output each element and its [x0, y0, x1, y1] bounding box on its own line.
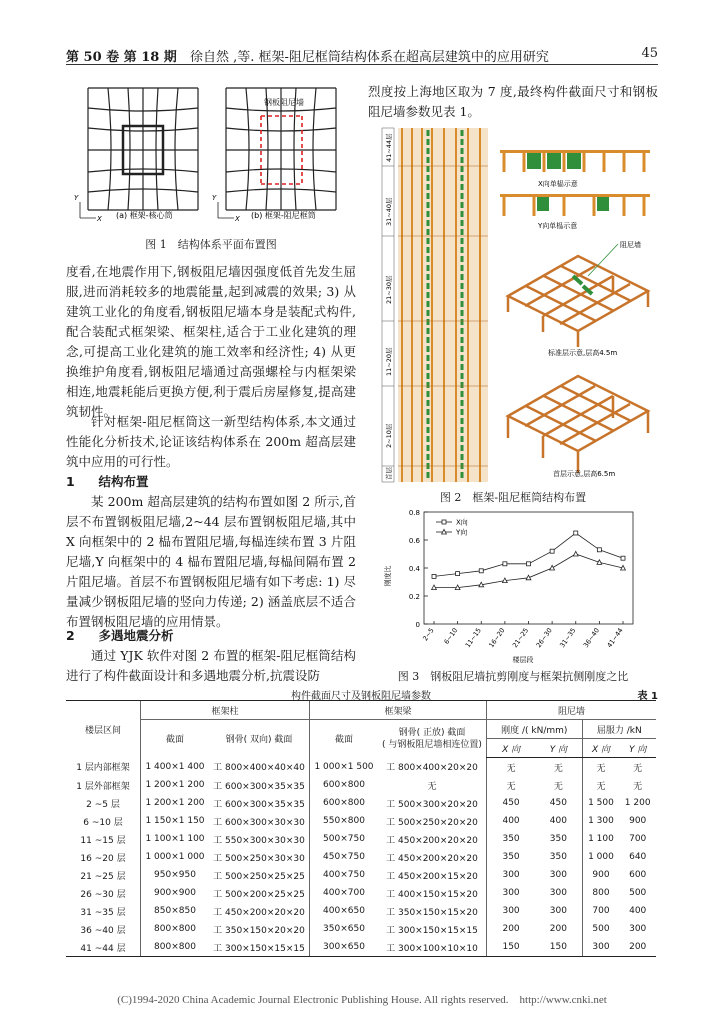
table-cell: 400×700: [310, 884, 379, 902]
table-cell: 850×850: [141, 902, 210, 920]
table-cell: 200: [619, 938, 656, 957]
table-row: [66, 938, 656, 957]
fig1-annotation: 钢板阻尼墙: [264, 98, 304, 107]
x-tick-label: 2~5: [421, 626, 436, 643]
table-cell: 400: [487, 812, 536, 830]
y-tick-label: 0: [415, 621, 420, 629]
y-tick-label: 0.8: [408, 509, 420, 517]
table-cell: 工 450×200×20×20: [386, 853, 478, 864]
axis-x-a: X: [97, 215, 102, 223]
table-cell: 600×800: [310, 794, 379, 812]
table-cell: 工 450×200×20×20: [213, 907, 305, 918]
table-cell: 1 000×1 000: [141, 848, 210, 866]
copyright-footer: (C)1994-2020 China Academic Journal Electronic Publishing House. All rights reserved. http://www.cnki.net: [117, 994, 607, 1006]
x-tick-label: 16~20: [487, 626, 507, 650]
page-number: 45: [641, 46, 658, 61]
axis-y-a: Y: [74, 194, 79, 202]
th-yield: 屈服力 /kN: [582, 720, 656, 739]
x-tick-label: 6~10: [442, 626, 460, 646]
table-cell: 无: [427, 781, 437, 792]
header-rule: [66, 64, 658, 65]
th-yield-y: Y 向: [619, 739, 656, 758]
section-2-heading: [66, 626, 356, 646]
table-cell: 500×750: [310, 830, 379, 848]
table-cell: 11 ~15 层: [80, 835, 126, 846]
x-tick-label: 26~30: [534, 626, 554, 650]
figure-1: [66, 78, 356, 248]
y-tick-label: 0.4: [408, 565, 420, 573]
table-cell: 工 500×250×30×30: [213, 853, 305, 864]
x-frame-label: X向单榀示意: [538, 180, 578, 188]
table-cell: 800: [582, 884, 619, 902]
table-cell: 200: [549, 924, 567, 934]
tower-elevation: [398, 128, 488, 482]
table-cell: 450: [487, 794, 536, 812]
axis-y-b: Y: [212, 194, 217, 202]
first-floor-label: 首层示意,层高6.5m: [553, 470, 616, 478]
table-cell: 工 400×150×15×20: [386, 889, 478, 900]
table-row: [66, 920, 656, 938]
table-cell: 900×900: [141, 884, 210, 902]
table-cell: 1 300: [582, 812, 619, 830]
left-paragraph-1: 度看,在地震作用下,钢板阻尼墙因强度低首先发生屈服,进而消耗较多的地震能量,起到减震的效果; 3) 从建筑工业化的角度看,钢板阻尼墙本身是装配式构件,配合装配式框架梁、框架柱,适合于工业化建筑的理念,可提高工业化建筑的施工效率和经济性; 4) 从更换维护角度看,钢板阻尼墙通过高强螺栓与内框架梁相连,地震耗能后更换方便,利于震后房屋修复,提高建筑韧性。: [66, 264, 356, 419]
story-label-31-40: 31~40层: [385, 197, 393, 226]
data-point: [456, 572, 460, 576]
th-beam: 框架梁: [310, 701, 487, 720]
table-cell: 无: [553, 781, 563, 792]
section-2-number: 2: [66, 628, 75, 643]
table-cell: 300: [487, 866, 536, 884]
table-cell: 1 000×1 500: [310, 758, 379, 777]
table-cell: 1 150×1 150: [141, 812, 210, 830]
table-cell: 300×650: [310, 938, 379, 957]
series-line-0: [434, 533, 623, 576]
table-cell: 1 000: [582, 848, 619, 866]
table-cell: 1 200: [624, 798, 651, 808]
x-tick-label: 21~25: [510, 626, 531, 650]
table-cell: 工 300×150×15×15: [209, 938, 310, 957]
x-tick-label: 31~35: [558, 626, 578, 650]
table-cell: 工 450×200×15×20: [386, 871, 478, 882]
section-2-title: 多遇地震分析: [98, 628, 174, 643]
damper-wall-label: 阻尼墙: [620, 241, 641, 249]
table-cell: 400×750: [310, 866, 379, 884]
table-cell: 工 600×300×35×35: [213, 781, 305, 792]
th-beam-steel-2: ( 与钢板阻尼墙相连位置): [382, 739, 482, 750]
table-cell: 工 600×300×35×35: [213, 799, 305, 810]
data-point: [527, 562, 531, 566]
table-cell: 工 500×250×25×25: [213, 871, 305, 882]
table-cell: 300: [582, 938, 619, 957]
table-cell: 工 500×200×25×25: [213, 889, 305, 900]
th-stiff-y: Y 向: [535, 739, 582, 758]
table-row: [66, 902, 656, 920]
chart-xlabel: 楼层段: [512, 656, 534, 664]
chart-ylabel: 刚度比: [384, 565, 392, 587]
figure-2-caption: 图 2 框架-阻尼框筒结构布置: [439, 491, 587, 504]
table-cell: 31 ~35 层: [80, 907, 126, 918]
data-point: [479, 569, 483, 573]
plan-a: [88, 88, 198, 210]
table-cell: 900: [582, 866, 619, 884]
first-floor-3d: [508, 376, 648, 473]
table-1-label: 表 1: [637, 691, 658, 702]
table-cell: 1 200×1 200: [141, 776, 210, 794]
table-cell: 350: [487, 848, 536, 866]
table-cell: 350: [487, 830, 536, 848]
table-cell: 工 800×400×20×20: [386, 763, 478, 774]
legend-label: X向: [456, 518, 468, 527]
data-point: [597, 548, 601, 552]
table-cell: 工 450×200×20×20: [386, 835, 478, 846]
y-frame-label: Y向单榀示意: [538, 222, 578, 230]
table-cell: 200: [487, 920, 536, 938]
table-cell: 工 800×400×40×40: [213, 763, 305, 774]
table-row: [66, 830, 656, 848]
table-cell: 1 100: [582, 830, 619, 848]
table-row: [66, 866, 656, 884]
figure-3-chart: [378, 506, 648, 666]
th-stiff-x: X 向: [487, 739, 536, 758]
table-cell: 300: [549, 870, 567, 880]
story-axis: [382, 128, 394, 482]
table-cell: 300: [549, 906, 567, 916]
th-stiffness: 刚度 /( kN/mm): [487, 720, 583, 739]
story-label-2-10: 2~10层: [385, 423, 393, 448]
th-beam-steel: [378, 720, 487, 758]
table-row: [66, 758, 656, 777]
table-cell: 300: [549, 888, 567, 898]
x-tick-label: 41~44: [605, 626, 625, 650]
data-point: [574, 531, 578, 535]
legend-marker: [442, 520, 446, 524]
story-label-41-44: 41~44层: [385, 133, 393, 162]
table-cell: 工 550×300×30×30: [213, 835, 305, 846]
table-cell: 2 ~5 层: [86, 799, 120, 810]
data-point: [503, 562, 507, 566]
data-point: [432, 574, 436, 578]
table-row: [66, 776, 656, 794]
table-cell: 300: [629, 924, 647, 934]
th-story: 楼层区间: [66, 701, 141, 758]
th-beam-section: 截面: [310, 720, 379, 758]
data-point: [573, 551, 578, 556]
section-1-heading: [66, 472, 356, 492]
table-cell: 800×800: [141, 938, 210, 957]
table-cell: 工 300×150×15×15: [386, 925, 478, 936]
table-cell: 工 500×250×20×20: [386, 817, 478, 828]
story-label-1: 首层: [385, 467, 393, 480]
table-cell: 550×800: [310, 812, 379, 830]
table-cell: 350: [549, 852, 567, 862]
th-col-section: 截面: [141, 720, 210, 758]
table-cell: 500: [582, 920, 619, 938]
table-cell: 无: [582, 758, 619, 777]
table-cell: 1 层内部框架: [76, 763, 130, 774]
std-floor-3d: [508, 256, 648, 347]
table-cell: 1 100×1 100: [141, 830, 210, 848]
table-cell: 工 500×300×20×20: [386, 799, 478, 810]
table-cell: 无: [633, 763, 643, 774]
table-cell: 500: [629, 888, 647, 898]
table-cell: 工 350×150×15×20: [386, 907, 478, 918]
legend-label: Y向: [456, 528, 468, 537]
section-1-title: 结构布置: [98, 474, 149, 489]
table-cell: 700: [582, 902, 619, 920]
table-cell: 600: [629, 870, 647, 880]
table-cell: 无: [487, 776, 536, 794]
table-cell: 400: [549, 816, 567, 826]
fig1-label-a: (a) 框架-核心筒: [116, 211, 173, 220]
right-paragraph-1: 烈度按上海地区取为 7 度,最终构件截面尺寸和钢板阻尼墙参数见表 1。: [368, 84, 658, 119]
table-cell: 900: [629, 816, 647, 826]
table-row: [66, 884, 656, 902]
table-cell: 无: [553, 763, 563, 774]
left-paragraph-2: 针对框架-阻尼框筒这一新型结构体系,本文通过性能化分析技术,论证该结构体系在 200m 超高层建筑中应用的可行性。: [66, 414, 356, 469]
table-row: [66, 812, 656, 830]
table-cell: 无: [582, 776, 619, 794]
data-point: [621, 556, 625, 560]
table-cell: 6 ~10 层: [83, 817, 123, 828]
table-cell: 150: [487, 938, 536, 957]
x-frame: [500, 150, 650, 188]
table-row: [66, 794, 656, 812]
left-paragraph-3: 某 200m 超高层建筑的结构布置如图 2 所示,首层不布置钢板阻尼墙,2~44 层布置钢板阻尼墙,其中 X 向框架中的 2 榀布置阻尼墙,每榀连续布置 3 片阻尼墙,Y 向框架中的 4 榀布置阻尼墙,每榀间隔布置 2 片阻尼墙。首层不布置钢板阻尼墙有如下考虑: 1) 尽量减少钢板阻尼墙的竖向力传递; 2) 涵盖底层不适合布置钢板阻尼墙的应用情景。: [66, 494, 356, 629]
table-cell: 26 ~30 层: [80, 889, 126, 900]
y-tick-label: 0.6: [408, 537, 420, 545]
table-cell: 无: [487, 758, 536, 777]
table-cell: 400×650: [310, 902, 379, 920]
table-cell: 350: [549, 834, 567, 844]
table-cell: 450×750: [310, 848, 379, 866]
table-cell: 300: [487, 902, 536, 920]
series-line-1: [434, 554, 623, 588]
table-cell: 800×800: [141, 920, 210, 938]
section-1-number: 1: [66, 474, 75, 489]
journal-issue: 第 50 卷 第 18 期: [66, 50, 177, 65]
table-cell: 1 200×1 200: [141, 794, 210, 812]
y-tick-label: 0.2: [408, 593, 420, 601]
table-cell: 150: [535, 938, 582, 957]
table-cell: 640: [629, 852, 647, 862]
th-damper: 阻尼墙: [487, 701, 657, 720]
table-row: [66, 848, 656, 866]
data-point: [550, 549, 554, 553]
table-cell: 21 ~25 层: [80, 871, 126, 882]
table-cell: 工 600×300×30×30: [213, 817, 305, 828]
th-column: 框架柱: [141, 701, 310, 720]
table-1: [66, 700, 656, 957]
table-cell: 1 层外部框架: [76, 781, 130, 792]
axis-x-b: X: [235, 215, 240, 223]
table-cell: 41 ~44 层: [66, 938, 141, 957]
table-cell: 450: [549, 798, 567, 808]
figure-3-caption: 图 3 钢板阻尼墙抗剪刚度与框架抗侧刚度之比: [397, 670, 629, 683]
th-yield-x: X 向: [582, 739, 619, 758]
story-label-21-30: 21~30层: [385, 275, 393, 304]
table-cell: 1 500: [582, 794, 619, 812]
left-paragraph-4: 通过 YJK 软件对图 2 布置的框架-阻尼框筒结构进行了构件截面设计和多遇地震分析,抗震设防: [66, 648, 356, 683]
table-cell: 600×800: [310, 776, 379, 794]
table-cell: 工 300×100×10×10: [378, 938, 487, 957]
figure-1-caption: 图 1 结构体系平面布置图: [145, 238, 277, 251]
y-frame: [500, 194, 650, 230]
table-cell: 700: [629, 834, 647, 844]
th-beam-steel-1: 钢骨( 正放) 截面: [398, 727, 466, 738]
table-cell: 16 ~20 层: [80, 853, 126, 864]
x-tick-label: 36~40: [581, 626, 602, 650]
table-cell: 350×650: [310, 920, 379, 938]
table-cell: 无: [633, 781, 643, 792]
table-cell: 36 ~40 层: [80, 925, 126, 936]
story-label-11-20: 11~20层: [385, 347, 393, 376]
figure-2: [368, 126, 658, 486]
th-col-steel: 钢骨( 双向) 截面: [225, 735, 293, 746]
table-cell: 1 400×1 400: [141, 758, 210, 777]
table-cell: 300: [487, 884, 536, 902]
table-cell: 工 350×150×20×20: [213, 925, 305, 936]
running-title: 徐自然 ,等. 框架-阻尼框筒结构体系在超高层建筑中的应用研究: [190, 50, 549, 65]
fig1-label-b: (b) 框架-阻尼框筒: [251, 211, 316, 220]
table-cell: 400: [629, 906, 647, 916]
std-floor-label: 标准层示意,层高4.5m: [548, 349, 618, 357]
x-tick-label: 11~15: [463, 626, 483, 650]
table-1-title: 构件截面尺寸及钢板阻尼墙参数: [291, 691, 431, 702]
table-cell: 950×950: [141, 866, 210, 884]
data-point: [550, 565, 555, 570]
damper-leader: [588, 244, 618, 276]
